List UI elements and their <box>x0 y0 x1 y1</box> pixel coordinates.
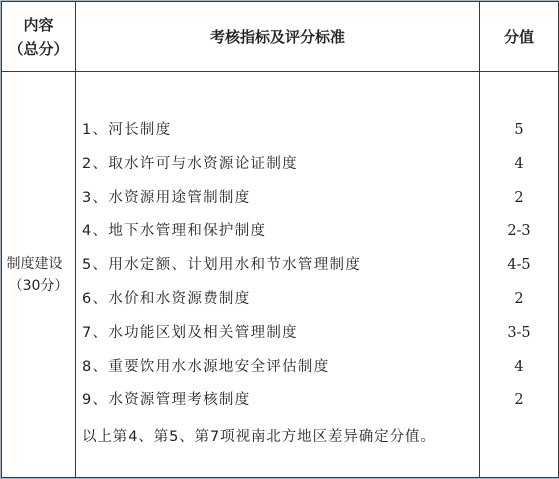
score-value: 2 <box>514 392 524 409</box>
header-criteria: 考核指标及评分标准 <box>76 2 480 72</box>
score-value: 2-3 <box>507 223 531 240</box>
score-value: 4 <box>514 155 524 172</box>
criteria-item: 1、河长制度 <box>82 122 172 138</box>
criteria-note: 以上第4、第5、第7项视南北方地区差异确定分值。 <box>82 429 436 446</box>
score-value: 2 <box>514 290 524 307</box>
criteria-item: 4、地下水管理和保护制度 <box>82 223 267 240</box>
score-value: 4-5 <box>507 257 531 274</box>
score-cell <box>480 72 559 478</box>
score-value: 3-5 <box>507 324 531 341</box>
criteria-item: 5、用水定额、计划用水和节水管理制度 <box>82 257 362 274</box>
score-value: 4 <box>514 358 524 375</box>
criteria-item: 9、水资源管理考核制度 <box>82 392 251 409</box>
criteria-item: 7、水功能区划及相关管理制度 <box>82 324 298 341</box>
criteria-item: 3、水资源用途管制制度 <box>82 189 251 206</box>
section-cell <box>2 72 76 478</box>
criteria-cell <box>76 72 480 478</box>
table-header-row <box>2 2 559 72</box>
section-total: （30分） <box>8 277 69 294</box>
score-value: 2 <box>514 189 524 206</box>
section-name: 制度建设 <box>6 255 63 272</box>
score-value: 5 <box>514 122 524 138</box>
header-content-total <box>2 2 76 72</box>
scoring-table <box>1 1 559 478</box>
header-content-label: 内容 <box>23 15 54 34</box>
header-score: 分值 <box>480 2 559 72</box>
table-row <box>2 72 559 478</box>
criteria-item: 2、取水许可与水资源论证制度 <box>82 155 298 172</box>
criteria-item: 6、水价和水资源费制度 <box>82 290 251 307</box>
criteria-item: 8、重要饮用水水源地安全评估制度 <box>82 358 330 375</box>
header-total-label: （总分） <box>8 39 69 58</box>
